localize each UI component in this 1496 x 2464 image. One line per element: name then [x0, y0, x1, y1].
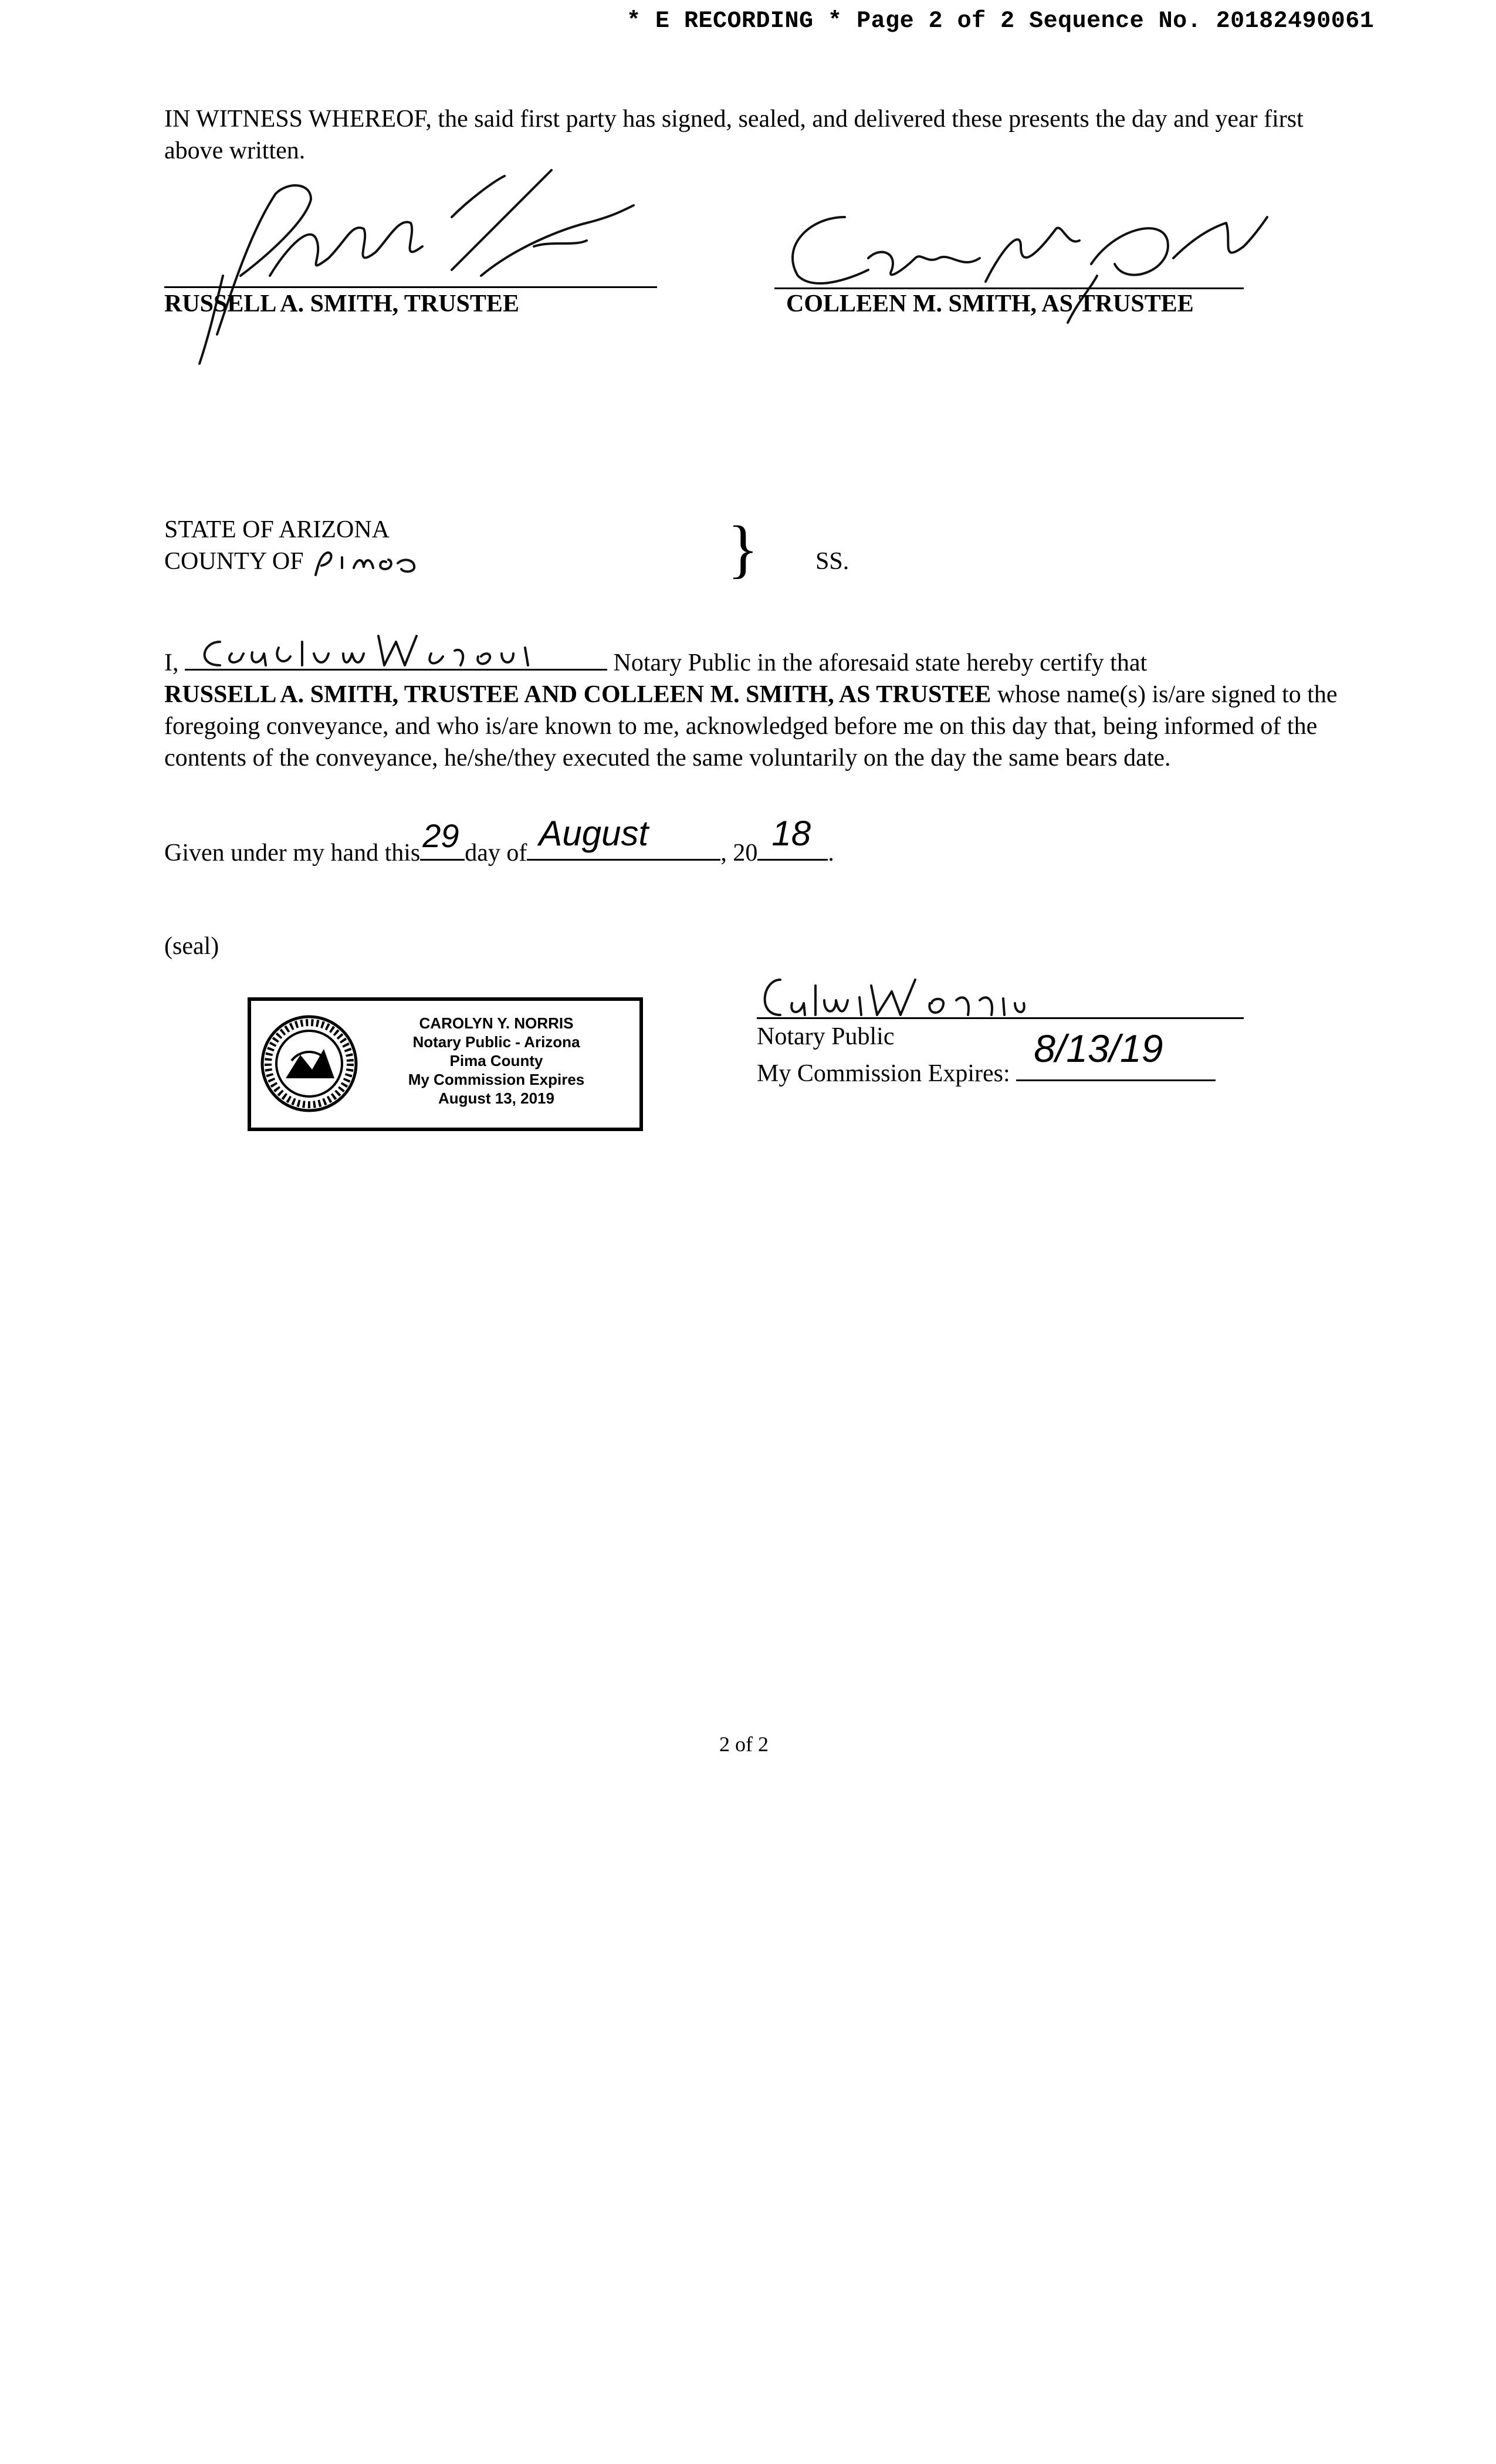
notary-name-blank — [185, 642, 607, 671]
notary-signature-line — [757, 1017, 1244, 1019]
notary-title: Notary Public — [757, 1023, 895, 1050]
stamp-line1: CAROLYN Y. NORRIS — [419, 1014, 574, 1032]
state-seal-icon — [259, 1014, 359, 1113]
signature-line-right — [774, 287, 1244, 289]
certification-paragraph — [164, 642, 1349, 774]
stamp-text — [363, 1014, 630, 1108]
seal-label: (seal) — [164, 933, 219, 960]
cert-bold-names: RUSSELL A. SMITH, TRUSTEE AND COLLEEN M. SMITH, AS TRUSTEE — [164, 681, 991, 708]
venue-county — [164, 546, 427, 581]
stamp-line2: Notary Public - Arizona — [412, 1033, 580, 1051]
commission-date: 8/13/19 — [1034, 1027, 1163, 1070]
signature-line-left — [164, 286, 657, 288]
signatory-left: RUSSELL A. SMITH, TRUSTEE — [164, 290, 519, 317]
given-part3: , 20 — [720, 840, 758, 867]
venue-brace: } — [727, 513, 759, 584]
stamp-line5: August 13, 2019 — [438, 1089, 554, 1107]
county-label: COUNTY OF — [164, 548, 304, 575]
cert-rest: whose name(s) is/are signed to the foregoing conveyance, and who is/are known to me, acknowledged before me on this day that, being informed of the contents of the conveyance, he/she/they executed the same voluntarily on the day the same bears date. — [164, 681, 1338, 771]
page-footer: 2 of 2 — [719, 1732, 769, 1756]
given-year: 18 — [771, 814, 811, 853]
given-part2: day of — [465, 840, 527, 867]
notary-stamp — [248, 997, 643, 1131]
given-month: August — [539, 814, 649, 853]
notary-name-handwritten — [185, 624, 607, 671]
commission-date-blank — [1016, 1027, 1216, 1081]
venue-state: STATE OF ARIZONA — [164, 516, 390, 543]
signatory-right: COLLEEN M. SMITH, AS TRUSTEE — [786, 290, 1194, 317]
given-day: 29 — [422, 817, 459, 854]
venue-ss: SS. — [815, 548, 849, 575]
commission-label: My Commission Expires: — [757, 1060, 1010, 1087]
given-month-blank — [527, 814, 720, 861]
given-line — [164, 814, 834, 869]
signature-russell — [176, 158, 692, 370]
given-year-blank — [757, 814, 828, 861]
given-part1: Given under my hand this — [164, 840, 421, 867]
given-day-blank — [420, 817, 465, 861]
signature-colleen — [763, 194, 1291, 370]
stamp-line4: My Commission Expires — [408, 1071, 585, 1088]
recording-header: * E RECORDING * Page 2 of 2 Sequence No. 20182490061 — [627, 8, 1375, 35]
county-handwritten — [310, 546, 427, 581]
given-part4: . — [828, 840, 834, 867]
cert-after-name: Notary Public in the aforesaid state hereby certify that — [613, 649, 1148, 676]
witness-paragraph: IN WITNESS WHEREOF, the said first party has signed, sealed, and delivered these presents the day and year first above written. — [164, 106, 1304, 164]
stamp-line3: Pima County — [449, 1052, 543, 1069]
cert-prefix: I, — [164, 649, 179, 676]
